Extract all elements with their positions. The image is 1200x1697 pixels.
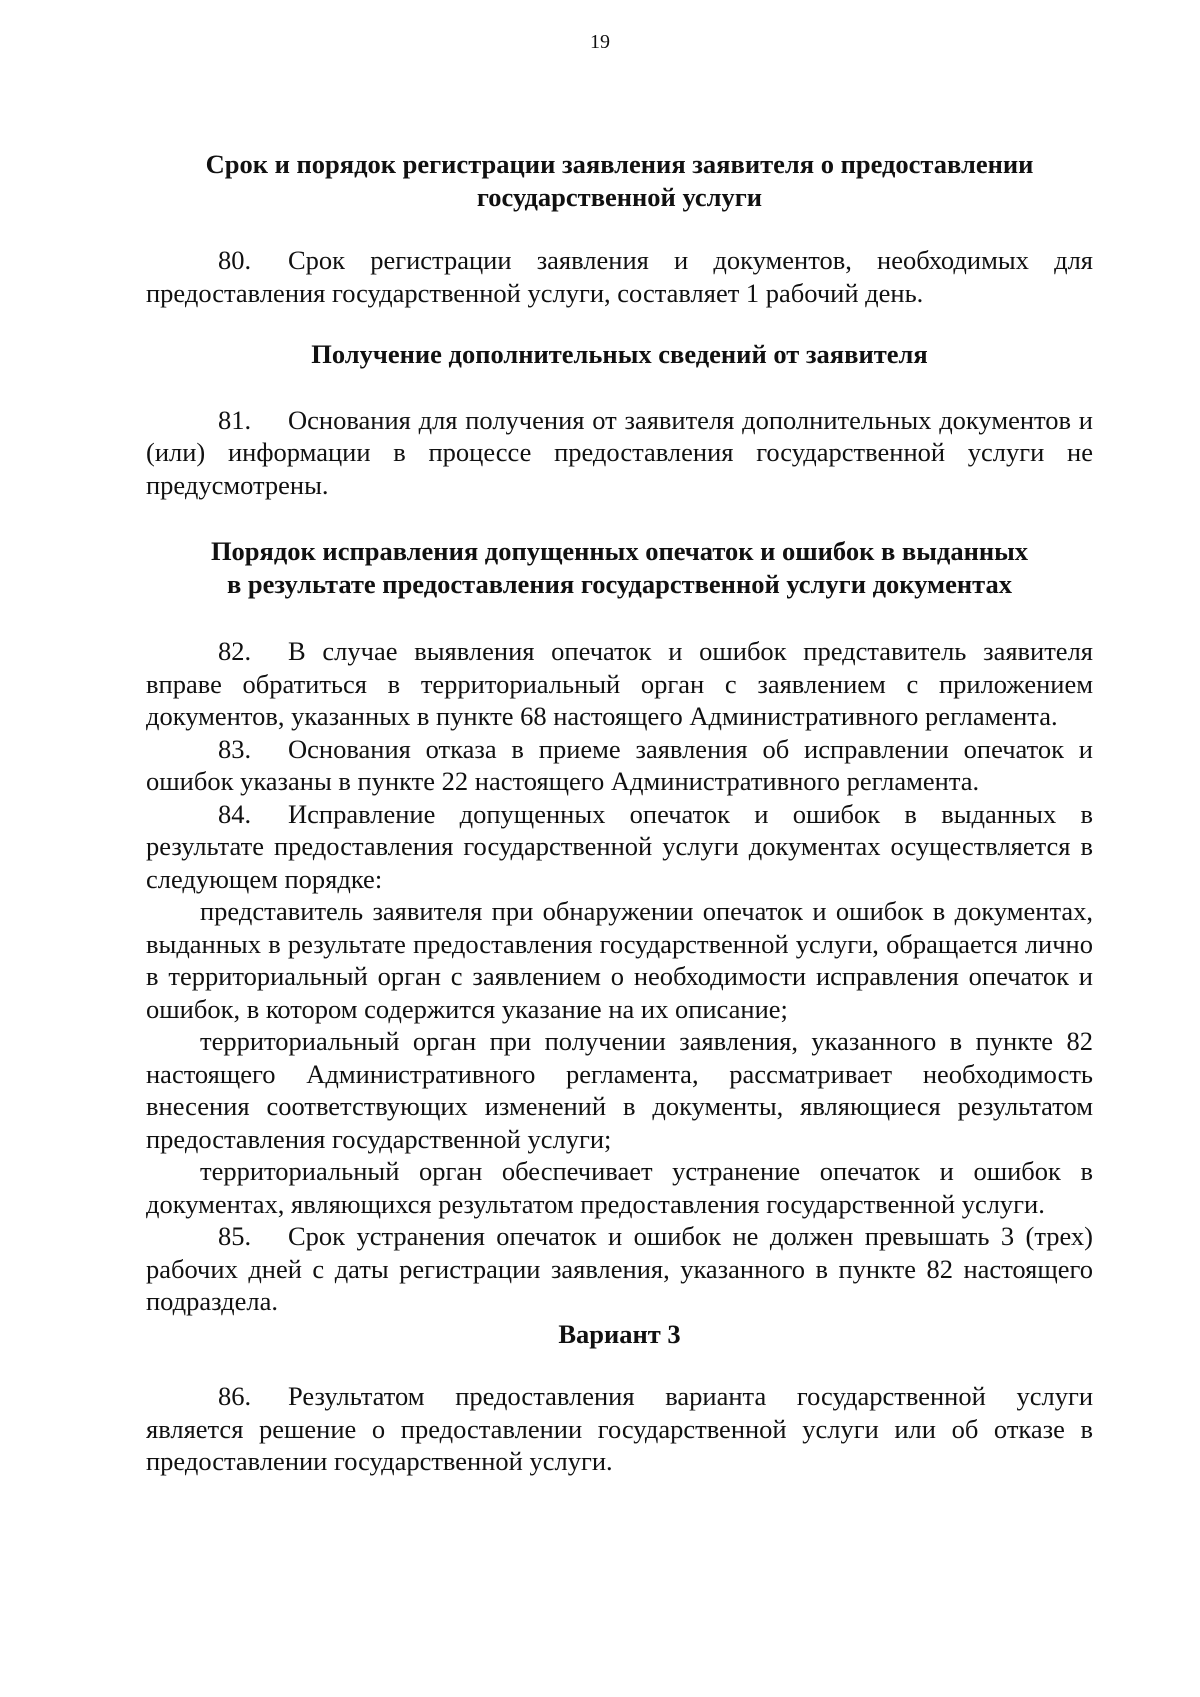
heading-line: Порядок исправления допущенных опечаток и ошибок в выданных — [210, 536, 1029, 566]
paragraph-number: 83. — [218, 733, 252, 764]
paragraph-text: Исправление допущенных опечаток и ошибок в выданных в результате предоставления государственной услуги документах осуществляется в следующем порядке: — [146, 798, 1093, 894]
paragraph-number: 82. — [218, 636, 252, 666]
paragraph-85 — [146, 1220, 1093, 1318]
subparagraph-review: территориальный орган при получении заявления, указанного в пункте 82 настоящего Административного регламента, рассматривает необходимость внесения соответствующих изменений в документы, являющиеся результатом предоставления государственной услуги; — [146, 1026, 1093, 1154]
paragraph-number: 80. — [218, 245, 252, 275]
section-heading-corrections — [146, 535, 1093, 600]
subparagraph-applicant: представитель заявителя при обнаружении опечаток и ошибок в документах, выданных в результате предоставления государственной услуги, обращается лично в территориальный орган с заявлением о необходимости исправления опечаток и ошибок, в котором содержится указание на их описание; — [146, 896, 1093, 1024]
heading-line: в результате предоставления государственной услуги документах — [227, 568, 1012, 599]
paragraph-84 — [146, 798, 1093, 896]
section-heading-variant-3: Вариант 3 — [558, 1318, 681, 1349]
subparagraph-correction: территориальный орган обеспечивает устранение опечаток и ошибок в документах, являющихся результатом предоставления государственной услуги. — [146, 1156, 1093, 1219]
paragraph-text: Основания отказа в приеме заявления об исправлении опечаток и ошибок указаны в пункте 22 настоящего Административного регламента. — [146, 733, 1093, 796]
paragraph-81 — [146, 404, 1093, 502]
heading-line: государственной услуги — [476, 181, 763, 212]
paragraph-80 — [146, 244, 1093, 309]
paragraph-text: Результатом предоставления варианта государственной услуги является решение о предоставлении государственной услуги или об отказе в предоставлении государственной услуги. — [146, 1381, 1093, 1476]
paragraph-text: Основания для получения от заявителя дополнительных документов и (или) информации в процессе предоставления государственной услуги не предусмотрены. — [146, 404, 1093, 500]
paragraph-number: 86. — [218, 1381, 252, 1411]
section-heading-additional-info: Получение дополнительных сведений от заявителя — [311, 339, 928, 369]
paragraph-number: 85. — [218, 1221, 252, 1251]
paragraph-82 — [146, 635, 1093, 733]
paragraph-number: 81. — [218, 404, 252, 435]
document-body — [146, 148, 1093, 1478]
paragraph-83 — [146, 733, 1093, 798]
section-heading-registration — [146, 148, 1093, 213]
paragraph-86 — [146, 1380, 1093, 1478]
page-number: 19 — [590, 31, 610, 53]
paragraph-text: Срок регистрации заявления и документов, необходимых для предоставления государственной услуги, составляет 1 рабочий день. — [146, 245, 1093, 308]
heading-line: Срок и порядок регистрации заявления заявителя о предоставлении — [205, 149, 1034, 179]
paragraph-number: 84. — [218, 798, 252, 829]
paragraph-text: В случае выявления опечаток и ошибок представитель заявителя вправе обратиться в территориальный орган с заявлением с приложением документов, указанных в пункте 68 настоящего Административного регламента. — [146, 636, 1093, 731]
paragraph-text: Срок устранения опечаток и ошибок не должен превышать 3 (трех) рабочих дней с даты регистрации заявления, указанного в пункте 82 настоящего подраздела. — [146, 1221, 1093, 1316]
